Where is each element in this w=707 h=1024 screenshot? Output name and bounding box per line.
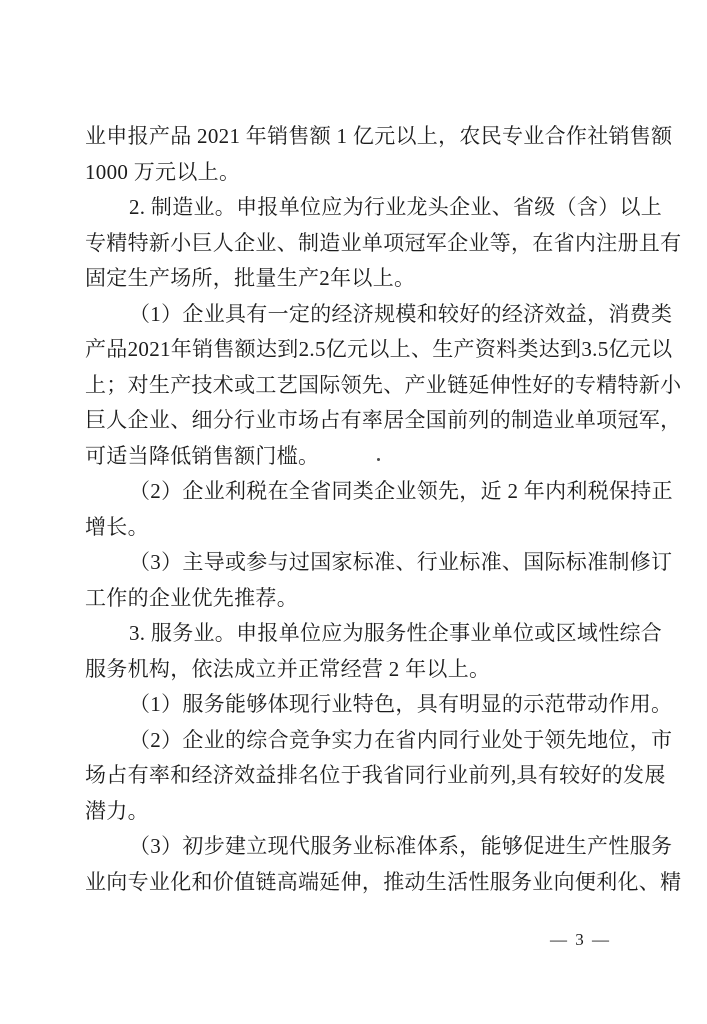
text-line: 业向专业化和价值链高端延伸，推动生活性服务业向便利化、精 bbox=[85, 869, 682, 894]
text-line: 上；对生产技术或工艺国际领先、产业链延伸性好的专精特新小 bbox=[85, 372, 682, 397]
text-line: （2）企业的综合竞争实力在省内同行业处于领先地位，市 bbox=[129, 727, 673, 752]
scan-speck bbox=[377, 458, 380, 461]
text-line: 2. 制造业。申报单位应为行业龙头企业、省级（含）以上 bbox=[129, 195, 663, 219]
text-line: 增长。 bbox=[85, 514, 149, 539]
text-line: 产品2021年销售额达到2.5亿元以上、生产资料类达到3.5亿元以 bbox=[85, 337, 673, 361]
text-line: （2）企业利税在全省同类企业领先，近 2 年内利税保持正 bbox=[129, 479, 673, 503]
text-line: 巨人企业、细分行业市场占有率居全国前列的制造业单项冠军， bbox=[85, 408, 682, 432]
text-line: 专精特新小巨人企业、制造业单项冠军企业等，在省内注册且有 bbox=[85, 230, 682, 255]
text-line: 可适当降低销售额门槛。 bbox=[85, 443, 320, 468]
text-line: 业申报产品 2021 年销售额 1 亿元以上，农民专业合作社销售额 bbox=[85, 124, 673, 148]
text-line: 1000 万元以上。 bbox=[85, 159, 241, 184]
document-lines bbox=[85, 119, 682, 900]
text-line: （3）初步建立现代服务业标准体系，能够促进生产性服务 bbox=[129, 834, 673, 858]
text-line: （1）服务能够体现行业特色，具有明显的示范带动作用。 bbox=[129, 692, 673, 716]
text-line: 固定生产场所，批量生产2年以上。 bbox=[85, 266, 416, 290]
text-line: 服务机构，依法成立并正常经营 2 年以上。 bbox=[85, 656, 491, 681]
text-line: （1）企业具有一定的经济规模和较好的经济效益，消费类 bbox=[129, 301, 673, 326]
text-line: 场占有率和经济效益排名位于我省同行业前列,具有较好的发展 bbox=[85, 763, 666, 787]
text-line: （3）主导或参与过国家标准、行业标准、国际标准制修订 bbox=[129, 550, 673, 574]
text-line: 3. 服务业。申报单位应为服务性企事业单位或区域性综合 bbox=[129, 621, 663, 645]
text-line: 工作的企业优先推荐。 bbox=[85, 585, 298, 610]
document-body bbox=[85, 119, 682, 900]
page-number: — 3 — bbox=[550, 930, 611, 949]
text-line: 潜力。 bbox=[85, 798, 149, 823]
